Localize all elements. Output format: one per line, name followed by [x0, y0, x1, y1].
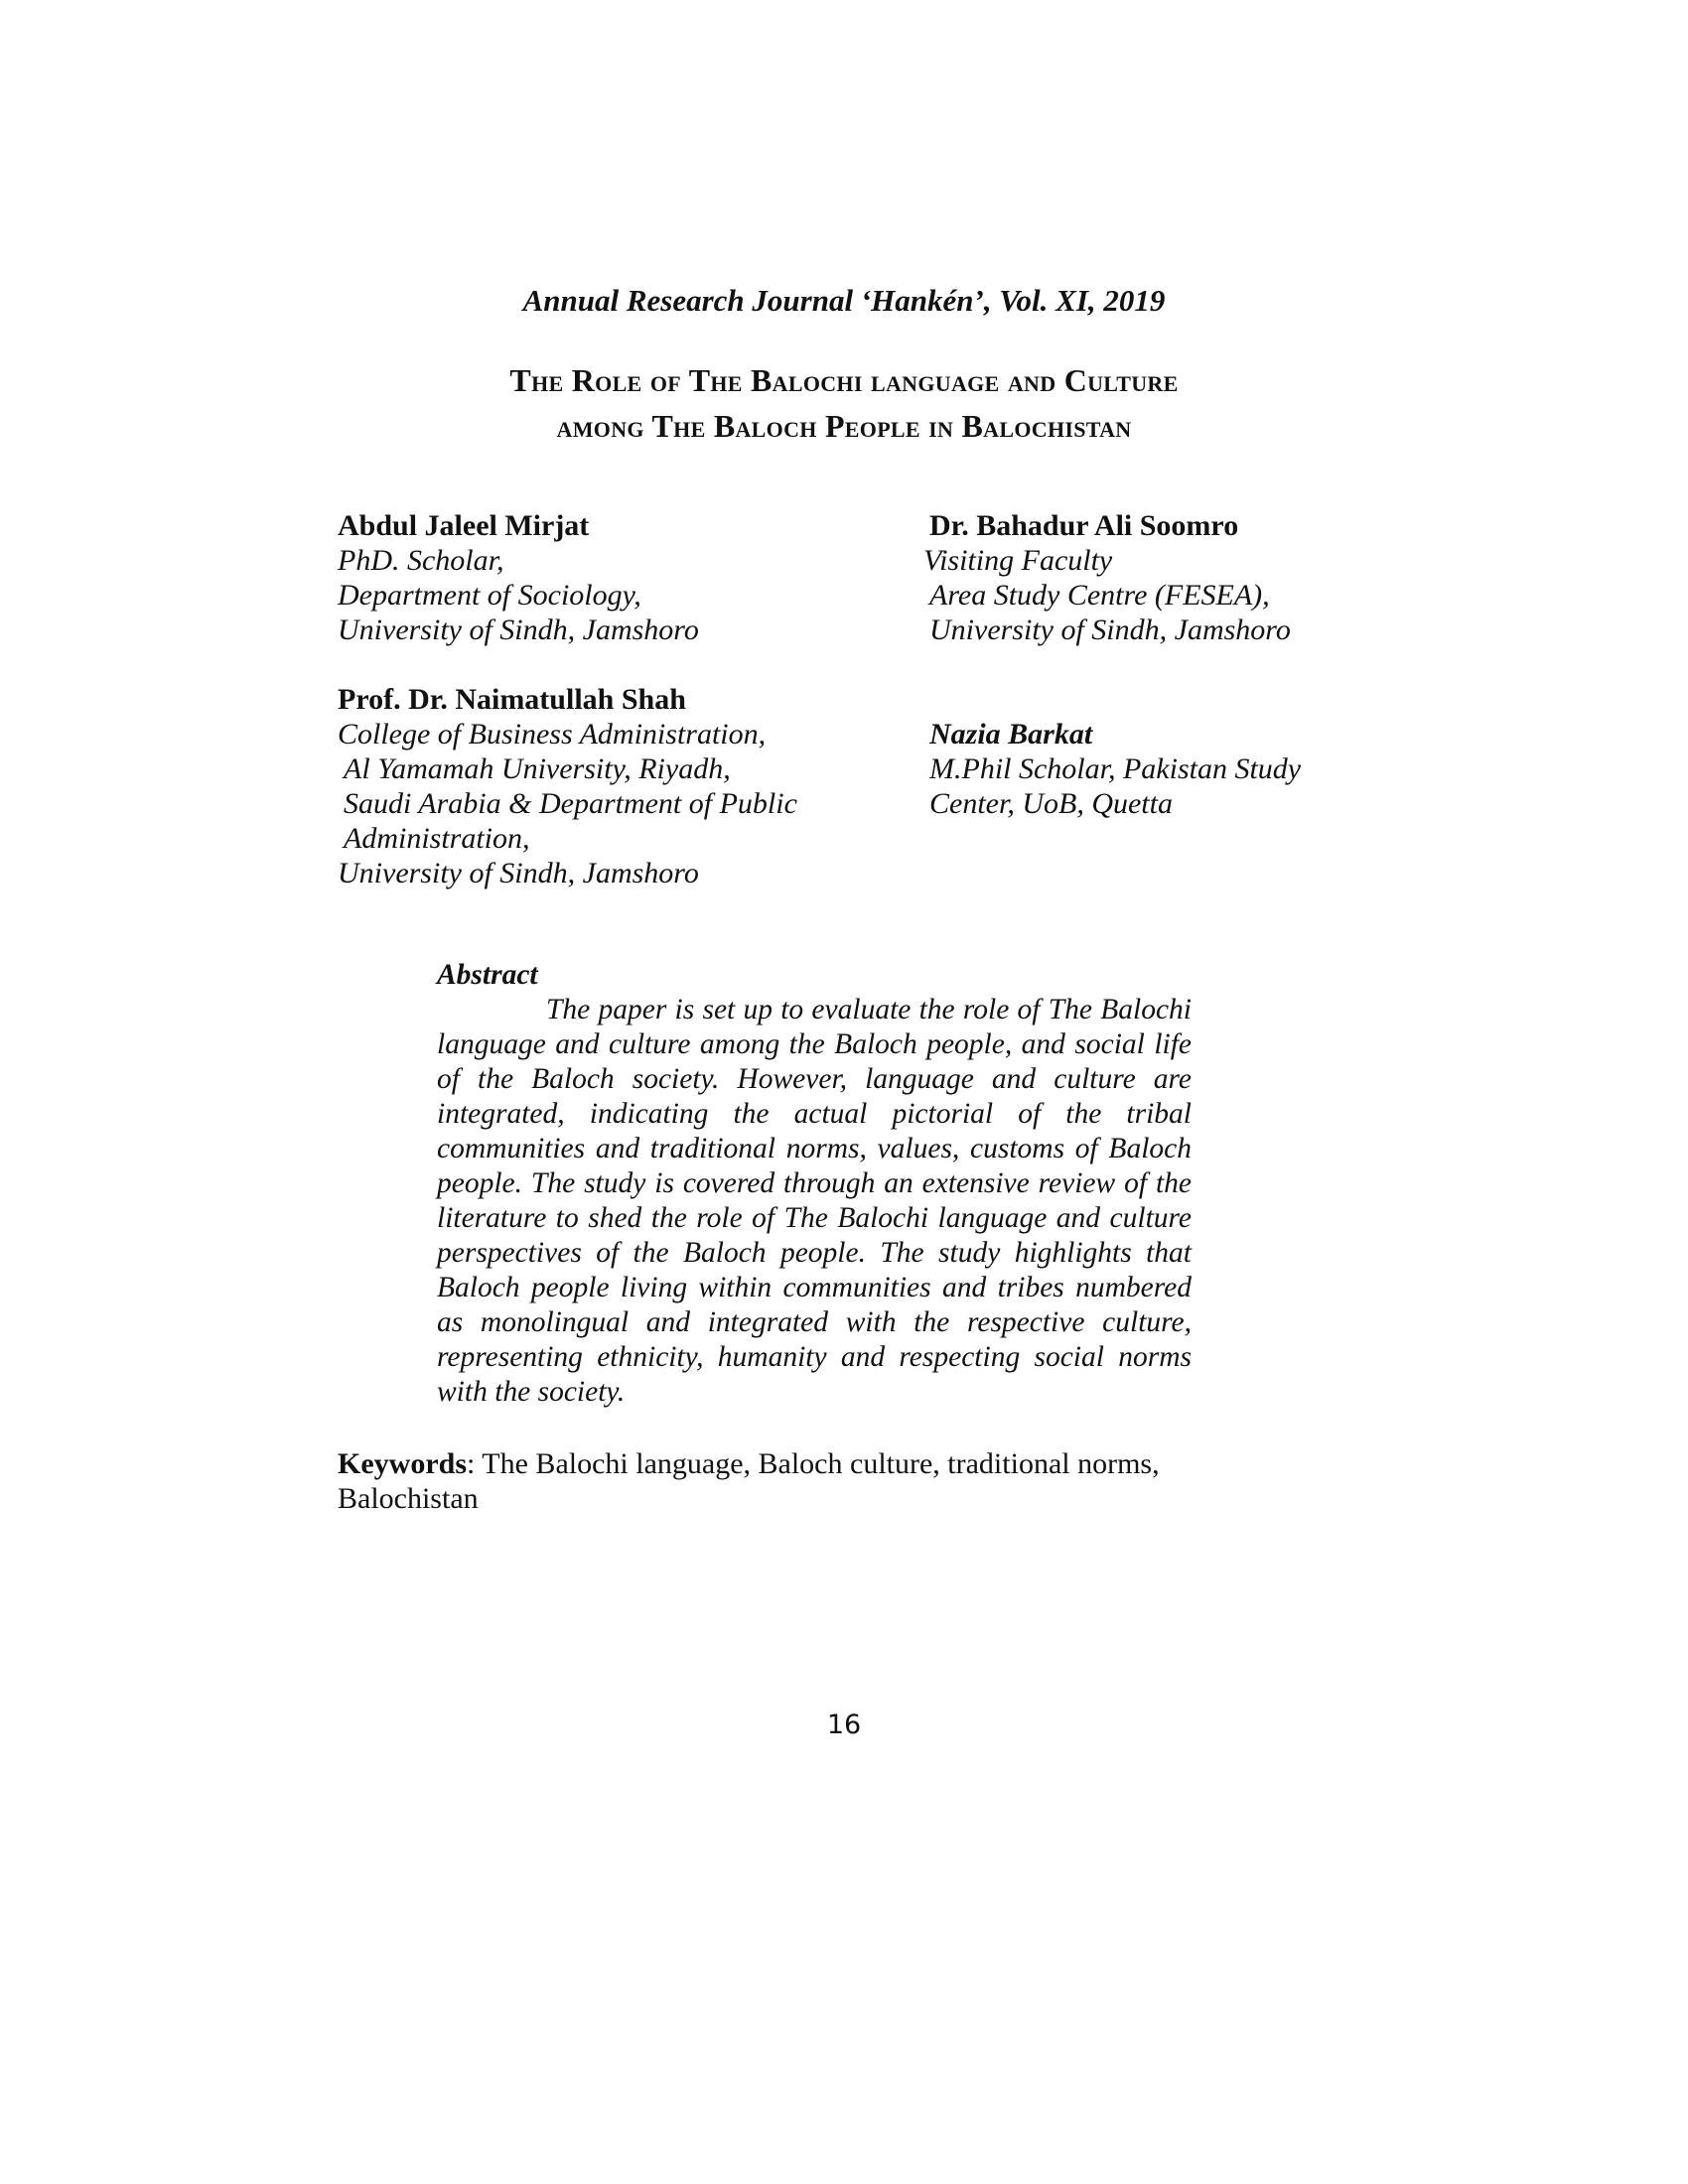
title-line-2: among The Baloch People in Balochistan: [556, 408, 1132, 444]
author-affiliation-line: PhD. Scholar,: [338, 544, 504, 577]
author-affiliation-line: Visiting Faculty: [923, 544, 1113, 577]
paper-title: [0, 357, 1688, 449]
author-affiliation-line: College of Business Administration,: [338, 718, 767, 751]
author-affiliation-line: Saudi Arabia & Department of Public: [344, 787, 797, 820]
author-affiliation-line: University of Sindh, Jamshoro: [929, 614, 1291, 646]
author-2: [923, 508, 1291, 647]
author-affiliation-line: Department of Sociology,: [338, 579, 641, 612]
author-affiliation-line: Al Yamamah University, Riyadh,: [344, 752, 731, 785]
abstract-section: [437, 958, 1192, 1410]
abstract-text: The paper is set up to evaluate the role of The Balochi language and culture among the Baloch people, and social life of the Baloch society. However, language and culture are integrated, indicating the actual pictorial of the tribal communities and traditional norms, values, customs of Baloch people. The study is covered through an extensive review of the literature to shed the role of The Balochi language and culture perspectives of the Baloch people. The study highlights that Baloch people living within communities and tribes numbered as monolingual and integrated with the respective culture, representing ethnicity, humanity and respecting social norms with the society.: [437, 994, 1192, 1408]
author-affiliation-line: University of Sindh, Jamshoro: [338, 857, 699, 889]
author-affiliation-line: Administration,: [344, 822, 530, 855]
journal-header: Annual Research Journal ‘Hankén’, Vol. XI, 2019: [522, 283, 1166, 318]
author-affiliation-line: University of Sindh, Jamshoro: [338, 614, 699, 646]
author-affiliation-line: Center, UoB, Quetta: [929, 787, 1173, 820]
author-name: Abdul Jaleel Mirjat: [338, 509, 590, 542]
keywords-section: [338, 1446, 1192, 1516]
author-3: [338, 682, 797, 890]
title-line-1: The Role of The Balochi language and Culture: [509, 362, 1179, 398]
author-name: Dr. Bahadur Ali Soomro: [929, 509, 1239, 542]
author-affiliation-line: Area Study Centre (FESEA),: [929, 579, 1270, 612]
abstract-heading: Abstract: [437, 959, 538, 991]
author-4: [929, 717, 1301, 821]
author-name: Prof. Dr. Naimatullah Shah: [338, 683, 686, 716]
author-name: Nazia Barkat: [929, 718, 1093, 751]
author-affiliation-line: M.Phil Scholar, Pakistan Study: [929, 752, 1302, 785]
author-1: [338, 508, 699, 647]
page-number: 16: [826, 1709, 862, 1740]
keywords-text: : The Balochi language, Baloch culture, traditional norms, Balochistan: [338, 1447, 1160, 1515]
keywords-label: Keywords: [338, 1447, 467, 1480]
